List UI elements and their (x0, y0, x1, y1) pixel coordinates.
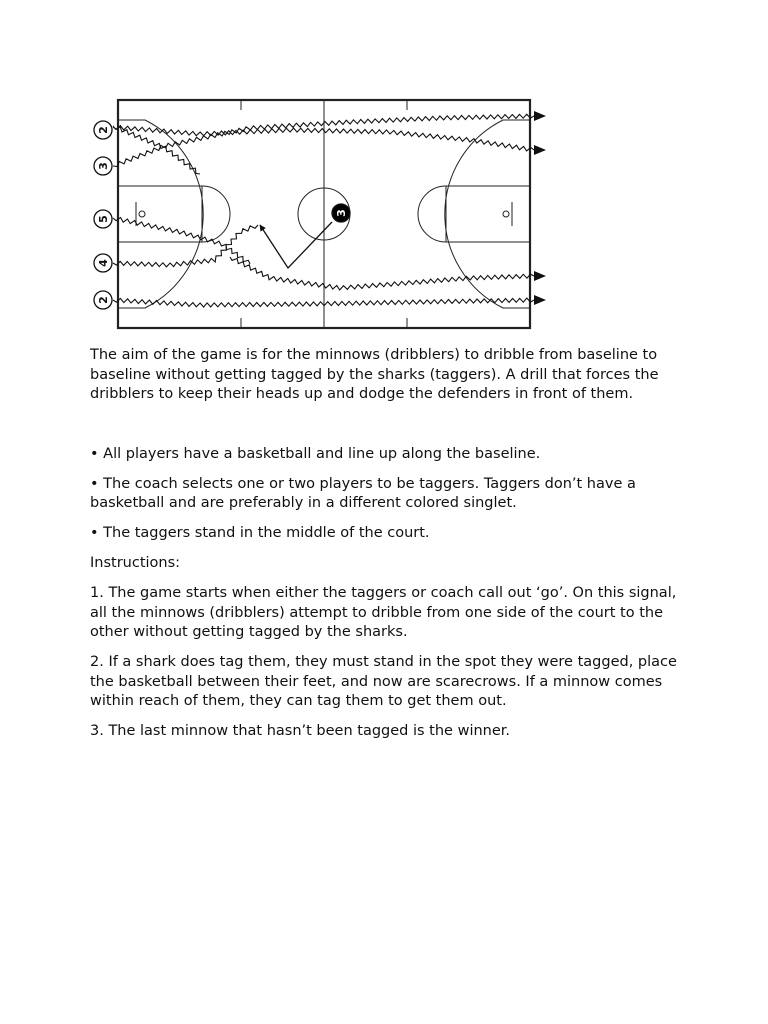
instruction-item: 3. The last minnow that hasn’t been tagged is the winner. (90, 723, 511, 739)
instructions-heading: Instructions: (90, 555, 181, 571)
arrowhead-icon (534, 295, 546, 305)
player-marker (94, 121, 112, 139)
instruction-item: 1. The game starts when either the taggers or coach call out ‘go’. On this signal, all the minnows (dribblers) attempt to dribble from one side of the court to the other without getting tagged by the sharks. (90, 585, 677, 640)
instruction-item: 2. If a shark does tag them, they must stand in the spot they were tagged, place the basketball between their feet, and now are scarecrows. If a minnow comes within reach of them, they can tag them to get them out. (90, 654, 677, 709)
intro-paragraph: The aim of the game is for the minnows (dribblers) to dribble from baseline to baseline without getting tagged by the sharks (taggers). A drill that forces the dribblers to keep their heads up and dodge the defenders in front of them. (90, 347, 659, 402)
left-free-throw-arc (202, 186, 230, 242)
arrowhead-icon (534, 111, 546, 121)
player-marker (94, 254, 112, 272)
setup-item: • All players have a basketball and line up along the baseline. (90, 445, 541, 462)
right-free-throw-arc (418, 186, 446, 242)
svg-text:4: 4 (97, 259, 110, 267)
setup-item: • The taggers stand in the middle of the court. (90, 525, 430, 541)
player-marker (94, 157, 112, 175)
player-markers (94, 121, 350, 309)
right-key (446, 186, 530, 242)
dribble-path (113, 218, 250, 265)
court-lines (118, 100, 530, 328)
svg-text:2: 2 (97, 126, 110, 134)
tagger-movement-arrow (260, 222, 332, 268)
basketball-court-diagram (90, 92, 550, 332)
dribble-path (230, 257, 534, 290)
svg-text:5: 5 (97, 215, 110, 223)
arrowhead-icon (534, 271, 546, 281)
arrowhead-icon (534, 145, 546, 155)
tagger-marker (332, 204, 350, 222)
drill-description (90, 346, 686, 752)
dribble-path (113, 225, 258, 267)
player-marker (94, 291, 112, 309)
player-marker (94, 210, 112, 228)
svg-text:2: 2 (97, 296, 110, 304)
svg-text:3: 3 (97, 162, 110, 170)
svg-text:3: 3 (335, 209, 348, 217)
setup-item: • The coach selects one or two players to be taggers. Taggers don’t have a basketball and are preferably in a different colored singlet. (90, 475, 636, 511)
dribble-paths (113, 111, 546, 307)
